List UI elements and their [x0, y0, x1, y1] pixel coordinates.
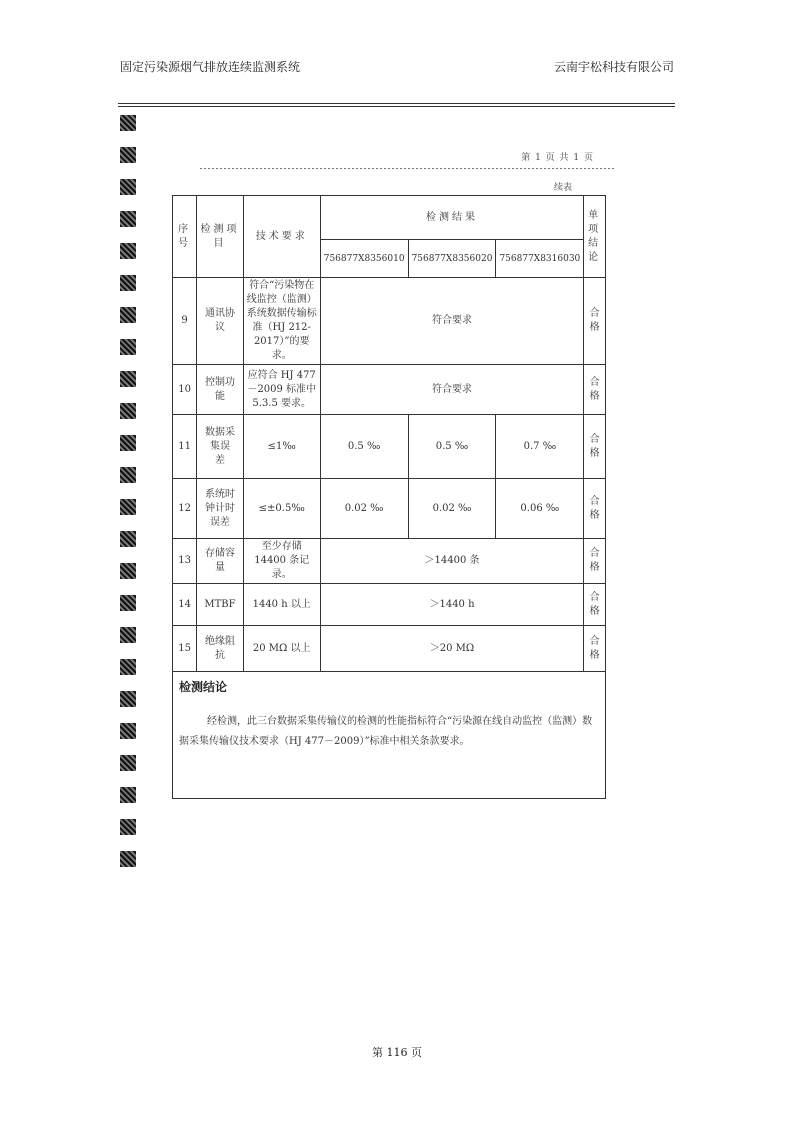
row-conclusion: 合格: [584, 479, 606, 539]
binding-mark: [120, 147, 136, 163]
conclusion-box: [172, 660, 606, 799]
row-conclusion: 合格: [584, 278, 606, 365]
header-results: 检测结果: [320, 196, 584, 240]
row-seq: 9: [173, 278, 197, 365]
row-item: 数据采集误 差: [197, 415, 244, 479]
test-results-table-wrap: [172, 195, 606, 672]
row-requirement: 1440 h 以上: [243, 584, 320, 626]
binding-mark: [120, 403, 136, 419]
binding-mark: [120, 819, 136, 835]
binding-mark: [120, 659, 136, 675]
table-row: [173, 278, 606, 365]
device-id-2: 756877X8356020: [408, 240, 496, 278]
binding-mark: [120, 339, 136, 355]
row-conclusion: 合格: [584, 365, 606, 415]
header-requirement: 技术要求: [243, 196, 320, 278]
table-row: [173, 479, 606, 539]
binding-mark: [120, 627, 136, 643]
binding-mark: [120, 115, 136, 131]
binding-mark: [120, 371, 136, 387]
row-requirement: 20 MΩ 以上: [243, 626, 320, 672]
row-result-device-1: 0.02 ‰: [320, 479, 408, 539]
binding-mark: [120, 435, 136, 451]
row-item: 系统时钟计时误差: [197, 479, 244, 539]
row-item: 绝缘阻抗: [197, 626, 244, 672]
binding-mark: [120, 755, 136, 771]
device-id-3: 756877X8316030: [496, 240, 584, 278]
binding-mark: [120, 563, 136, 579]
continuation-label: 续表: [553, 183, 572, 193]
binding-mark: [120, 531, 136, 547]
row-requirement: 符合“污染物在线监控（监测）系统数据传输标准（HJ 212-2017）”的要求。: [243, 278, 320, 365]
header-seq: 序号: [173, 196, 197, 278]
row-item: 通讯协议: [197, 278, 244, 365]
row-requirement: 应符合 HJ 477－2009 标准中 5.3.5 要求。: [243, 365, 320, 415]
row-seq: 11: [173, 415, 197, 479]
row-result: ＞20 MΩ: [320, 626, 584, 672]
binding-mark: [120, 595, 136, 611]
binding-mark: [120, 723, 136, 739]
row-result: ＞1440 h: [320, 584, 584, 626]
binding-mark: [120, 307, 136, 323]
device-id-1: 756877X8356010: [320, 240, 408, 278]
header-rule-secondary: [118, 106, 675, 107]
binding-mark: [120, 179, 136, 195]
page-of-rule: [200, 168, 614, 169]
row-requirement: 至少存储 14400 条记录。: [243, 539, 320, 584]
table-row: [173, 365, 606, 415]
binding-mark: [120, 787, 136, 803]
row-seq: 12: [173, 479, 197, 539]
row-result-device-1: 0.5 ‰: [320, 415, 408, 479]
conclusion-title: 检测结论: [179, 680, 228, 694]
row-requirement: ≤±0.5‰: [243, 479, 320, 539]
row-item: 存储容量: [197, 539, 244, 584]
row-result-device-3: 0.7 ‰: [496, 415, 584, 479]
row-seq: 14: [173, 584, 197, 626]
row-item: MTBF: [197, 584, 244, 626]
document-header-title: 固定污染源烟气排放连续监测系统: [120, 60, 301, 74]
page-number: 第 116 页: [372, 1046, 422, 1059]
binding-mark: [120, 691, 136, 707]
test-results-table: [172, 195, 606, 672]
row-requirement: ≤1‰: [243, 415, 320, 479]
row-result: 符合要求: [320, 278, 584, 365]
row-result: ＞14400 条: [320, 539, 584, 584]
row-result: 符合要求: [320, 365, 584, 415]
binding-mark: [120, 467, 136, 483]
binding-mark: [120, 851, 136, 867]
binding-mark: [120, 275, 136, 291]
page-of-label: 第 1 页 共 1 页: [521, 153, 594, 163]
row-result-device-3: 0.06 ‰: [496, 479, 584, 539]
binding-mark: [120, 243, 136, 259]
row-result-device-2: 0.5 ‰: [408, 415, 496, 479]
row-conclusion: 合格: [584, 415, 606, 479]
binding-marks: [118, 115, 142, 895]
table-row: [173, 584, 606, 626]
row-seq: 10: [173, 365, 197, 415]
document-header-company: 云南宇松科技有限公司: [553, 60, 674, 74]
row-item: 控制功能: [197, 365, 244, 415]
row-conclusion: 合格: [584, 584, 606, 626]
row-conclusion: 合格: [584, 626, 606, 672]
row-seq: 15: [173, 626, 197, 672]
table-row: [173, 539, 606, 584]
row-conclusion: 合格: [584, 539, 606, 584]
header-item: 检测项目: [197, 196, 244, 278]
table-row: [173, 415, 606, 479]
header-rule: [118, 103, 675, 104]
binding-mark: [120, 211, 136, 227]
header-conclusion: 单项结论: [584, 196, 606, 278]
row-result-device-2: 0.02 ‰: [408, 479, 496, 539]
conclusion-text: 经检测，此三台数据采集传输仪的检测的性能指标符合“污染源在线自动监控（监测）数据采集传输仪技术要求（HJ 477－2009）”标准中相关条款要求。: [179, 716, 593, 747]
row-seq: 13: [173, 539, 197, 584]
binding-mark: [120, 499, 136, 515]
